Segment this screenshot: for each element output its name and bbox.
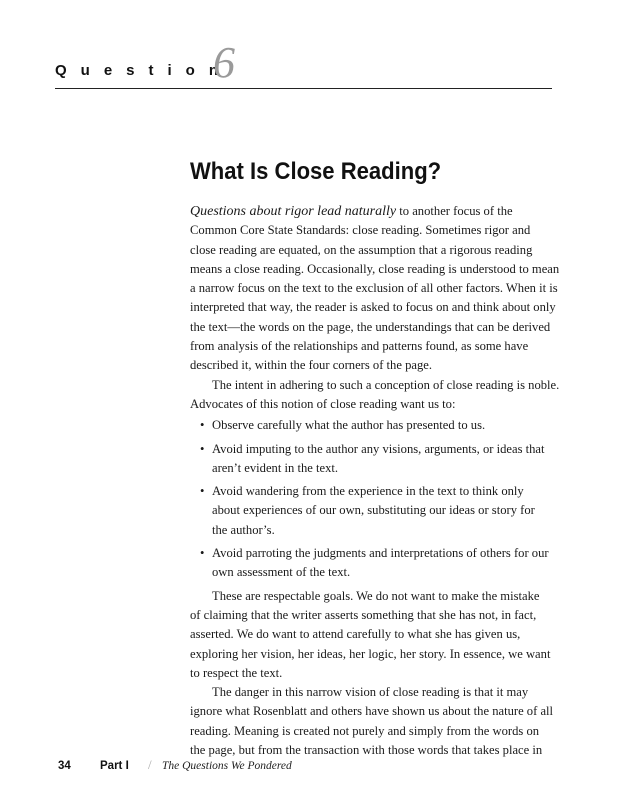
paragraph-2: [190, 376, 562, 415]
bullet-list: [190, 416, 562, 582]
paragraph-3: [190, 587, 562, 683]
text-line: to respect the text.: [190, 665, 283, 680]
chapter-header: [55, 40, 552, 89]
lead-phrase: Questions about rigor lead naturally: [190, 204, 397, 219]
section-title: The Questions We Pondered: [162, 760, 292, 772]
text-line: of claiming that the writer asserts something that she has not, in fact,: [190, 607, 537, 622]
page-number: 34: [58, 760, 71, 772]
text-line: aren’t evident in the text.: [212, 460, 339, 475]
text-line: exploring her vision, her ideas, her logic, her story. In essence, we want: [190, 646, 551, 661]
bullet-icon: •: [200, 484, 205, 499]
text-line: described it, within the four corners of the page.: [190, 358, 432, 373]
text-line: Advocates of this notion of close reading want us to:: [190, 396, 456, 411]
text-line: reading. Meaning is created not purely and simply from the words on: [190, 723, 540, 738]
chapter-title: What Is Close Reading?: [190, 158, 442, 185]
text-line: the author’s.: [212, 522, 275, 537]
text-line: These are respectable goals. We do not want to make the mistake: [212, 588, 540, 603]
text-line: about experiences of our own, substituting our ideas or story for: [212, 503, 535, 518]
footer-separator: /: [148, 757, 152, 772]
text-line: Avoid wandering from the experience in the text to think only: [212, 484, 524, 499]
text-line: own assessment of the text.: [212, 565, 351, 580]
list-item: [190, 482, 562, 540]
text-line: asserted. We do want to attend carefully to what she has given us,: [190, 627, 521, 642]
text-line: a narrow focus on the text to the exclusion of all other factors. When it is: [190, 281, 558, 296]
text-line: Common Core State Standards: close reading. Sometimes rigor and: [190, 223, 531, 238]
paragraph-4: [190, 683, 562, 760]
text-line: close reading are equated, on the assumption that a rigorous reading: [190, 242, 533, 257]
list-item: [190, 416, 562, 435]
body-text: [190, 202, 562, 760]
text-line: the text—the words on the page, the understandings that can be derived: [190, 319, 551, 334]
text-line: Avoid parroting the judgments and interpretations of others for our: [212, 546, 549, 561]
text-line: [190, 202, 562, 221]
bullet-icon: •: [200, 418, 205, 433]
text-line-segment: to another focus of the: [396, 204, 513, 218]
bullet-icon: •: [200, 546, 205, 561]
text-line: Observe carefully what the author has presented to us.: [212, 418, 486, 433]
paragraph-1: [190, 202, 562, 376]
text-line: from analysis of the relationships and patterns found, as some have: [190, 339, 529, 354]
list-item: [190, 544, 562, 583]
text-line: means a close reading. Occasionally, close reading is understood to mean: [190, 261, 560, 276]
list-item: [190, 440, 562, 479]
page-footer: [58, 758, 558, 776]
text-line: interpreted that way, the reader is asked to focus on and think about only: [190, 300, 556, 315]
part-label: Part I: [100, 760, 129, 772]
text-line: Avoid imputing to the author any visions, arguments, or ideas that: [212, 441, 545, 456]
chapter-number: 6: [213, 38, 235, 87]
bullet-icon: •: [200, 441, 205, 456]
text-line: The danger in this narrow vision of close reading is that it may: [212, 685, 529, 700]
text-line: The intent in adhering to such a conception of close reading is noble.: [212, 377, 560, 392]
text-line: the page, but from the transaction with those words that takes place in: [190, 743, 543, 758]
text-line: ignore what Rosenblatt and others have shown us about the nature of all: [190, 704, 554, 719]
chapter-label: Question: [55, 62, 233, 79]
